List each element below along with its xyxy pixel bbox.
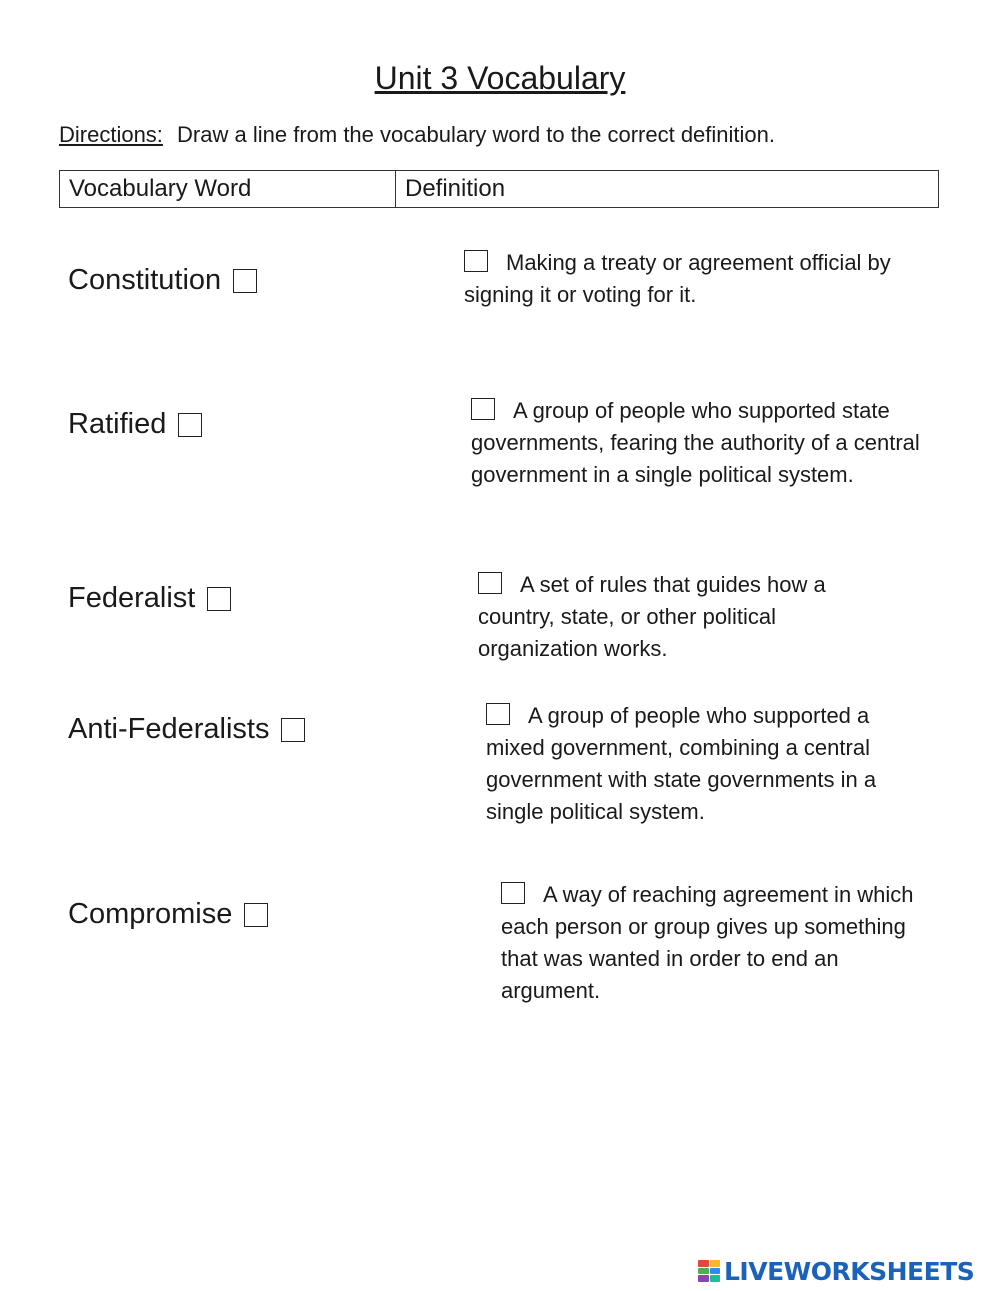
directions-text: Draw a line from the vocabulary word to the correct definition. — [177, 122, 775, 147]
logo-mark-cell — [698, 1268, 709, 1275]
logo-mark-cell — [710, 1260, 721, 1267]
definition-connector-box[interactable] — [471, 398, 495, 420]
word-item-federalist — [68, 582, 231, 615]
definition-text: A way of reaching agreement in which each person or group gives up something that was wanted in order to end an argument. — [501, 882, 914, 1003]
word-label: Constitution — [68, 264, 222, 296]
word-connector-box[interactable] — [178, 413, 202, 437]
definition-text: Making a treaty or agreement official by signing it or voting for it. — [464, 250, 891, 307]
definition-item — [486, 700, 926, 828]
word-item-compromise — [68, 898, 268, 931]
worksheet-title: Unit 3 Vocabulary — [374, 60, 626, 96]
definition-connector-box[interactable] — [464, 250, 488, 272]
logo-mark-cell — [710, 1268, 721, 1275]
logo-mark-cell — [698, 1260, 709, 1267]
word-connector-box[interactable] — [207, 587, 231, 611]
word-label: Ratified — [68, 408, 167, 440]
directions-label: Directions: — [59, 122, 163, 147]
header-definition: Definition — [405, 175, 506, 202]
definition-item — [501, 879, 931, 1007]
logo-mark-cell — [710, 1275, 721, 1282]
word-connector-box[interactable] — [244, 903, 268, 927]
word-item-ratified — [68, 408, 202, 441]
header-vocabulary-word: Vocabulary Word — [60, 171, 396, 207]
definition-connector-box[interactable] — [501, 882, 525, 904]
word-connector-box[interactable] — [281, 718, 305, 742]
liveworksheets-logo — [698, 1256, 974, 1286]
logo-text: LIVEWORKSHEETS — [724, 1256, 975, 1286]
directions — [59, 122, 775, 148]
definition-text: A group of people who supported a mixed government, combining a central government with state governments in a single political system. — [486, 703, 877, 824]
logo-mark-icon — [698, 1260, 720, 1282]
definition-item — [471, 395, 941, 491]
logo-mark-cell — [698, 1275, 709, 1282]
word-connector-box[interactable] — [233, 269, 257, 293]
vocabulary-table-header — [59, 170, 939, 208]
definition-connector-box[interactable] — [486, 703, 510, 725]
definition-item — [478, 569, 878, 665]
word-item-constitution — [68, 264, 257, 297]
word-label: Compromise — [68, 898, 233, 930]
word-label: Anti-Federalists — [68, 713, 270, 745]
word-label: Federalist — [68, 582, 196, 614]
definition-text: A set of rules that guides how a country, state, or other political organization works. — [478, 572, 826, 661]
definition-text: A group of people who supported state governments, fearing the authority of a central government in a single political system. — [471, 398, 920, 487]
definition-item — [464, 247, 934, 311]
definition-connector-box[interactable] — [478, 572, 502, 594]
word-item-anti-federalists — [68, 713, 305, 746]
